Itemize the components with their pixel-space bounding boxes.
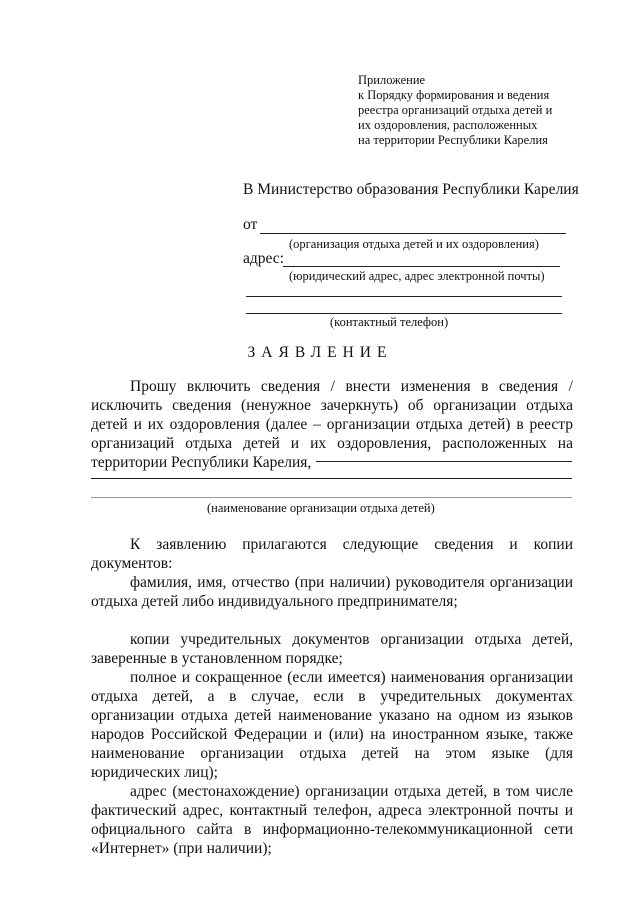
appendix-line: реестра организаций отдыха детей и	[358, 103, 553, 117]
org-name-line-1[interactable]	[316, 461, 572, 462]
address-label: адрес:	[243, 250, 284, 267]
request-line: исключить сведения (ненужное зачеркнуть) об организации отдыха	[91, 397, 573, 414]
attachment-item: копии учредительных документов организации отдыха детей, заверенные в установленном порядке;	[91, 631, 573, 667]
address-caption: (юридический адрес, адрес электронной почты)	[289, 269, 545, 283]
appendix-line: на территории Республики Карелия	[358, 133, 548, 147]
request-line: организаций отдыха детей и их оздоровления, расположенных на	[91, 435, 573, 452]
request-line: территории Республики Карелия,	[91, 454, 312, 471]
appendix-header	[358, 73, 552, 148]
appendix-line: Приложение	[358, 73, 426, 87]
appendix-line: к Порядку формирования и ведения	[358, 88, 550, 102]
attachment-item: адрес (местонахождение) организации отдыха детей, в том числе фактический адрес, контактный телефон, адреса электронной почты и официального сайта в информационно-телекоммуникационной сети «Интернет» (при наличии);	[91, 783, 573, 857]
attachments-intro: К заявлению прилагаются следующие сведения и копии документов:	[91, 536, 573, 572]
phone-line-2[interactable]	[246, 313, 562, 314]
org-name-line-2[interactable]	[91, 478, 572, 479]
from-label: от	[243, 216, 258, 233]
attachment-item: полное и сокращенное (если имеется) наименования организации отдыха детей, а в случае, если в учредительных документах организации отдыха детей наименование указано на одном из языков народов Российской Федерации и (или) на иностранном языке, также наименование организации отдыха детей на этом языке (для юридических лиц);	[91, 669, 573, 781]
org-name-caption: (наименование организации отдыха детей)	[207, 501, 435, 515]
appendix-line: их оздоровления, расположенных	[358, 118, 538, 132]
addressee: В Министерство образования Республики Карелия	[243, 181, 579, 198]
from-line[interactable]	[260, 233, 566, 234]
request-line: Прошу включить сведения / внести изменения в сведения /	[130, 378, 573, 395]
phone-caption: (контактный телефон)	[330, 315, 449, 329]
attachment-item: фамилия, имя, отчество (при наличии) руководителя организации отдыха детей либо индивидуального предпринимателя;	[91, 574, 573, 610]
from-caption: (организация отдыха детей и их оздоровления)	[289, 237, 539, 251]
attachments-section	[91, 535, 573, 858]
org-name-line-3[interactable]	[91, 497, 572, 498]
request-paragraph	[91, 377, 573, 472]
document-title: ЗАЯВЛЕНИЕ	[247, 344, 393, 361]
request-line: детей и их оздоровления (далее – организации отдыха детей) в реестр	[91, 416, 573, 433]
phone-line-1[interactable]	[246, 296, 562, 297]
address-line[interactable]	[283, 266, 560, 267]
